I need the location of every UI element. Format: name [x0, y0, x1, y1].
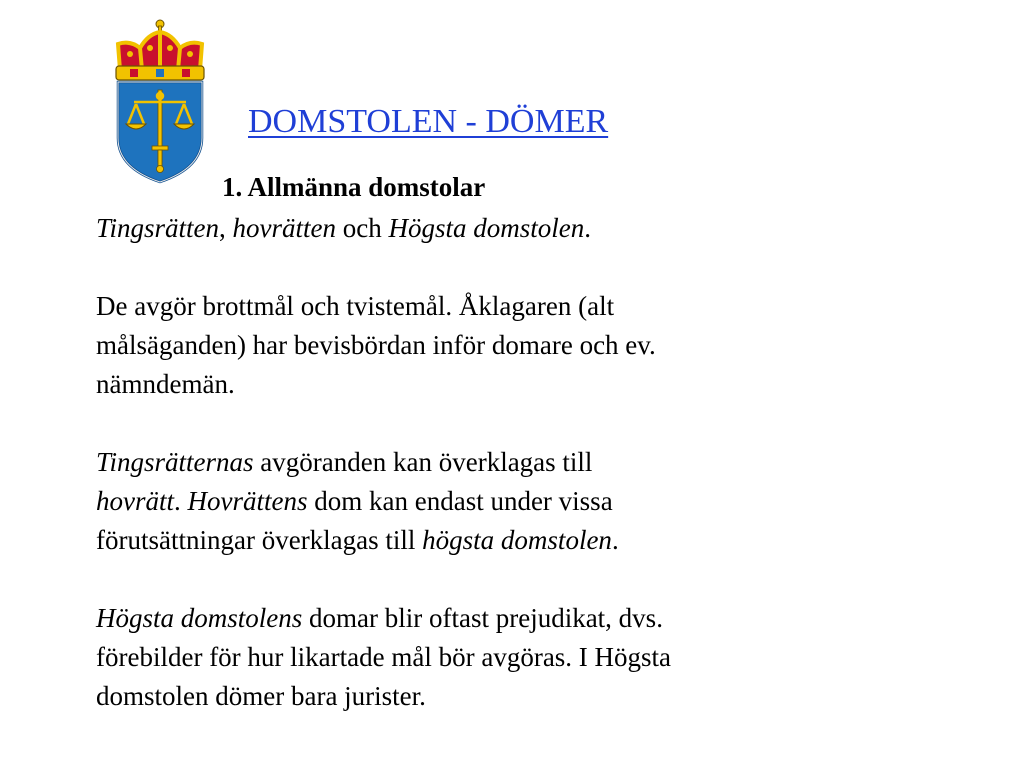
- body-text: [96, 209, 856, 716]
- paragraph-burden-of-proof: De avgör brottmål och tvistemål. Åklagaren (alt målsäganden) har bevisbördan inför domare och ev. nämndemän.: [96, 291, 656, 399]
- courts-line: Tingsrätten, hovrätten och Högsta domstolen.: [96, 213, 591, 243]
- court-hogsta-domstolen: Högsta domstolen: [388, 213, 585, 243]
- paragraph-precedents: Högsta domstolens domar blir oftast prejudikat, dvs. förebilder för hur likartade mål bör avgöras. I Högsta domstolen dömer bara jurister.: [96, 603, 672, 711]
- page-title[interactable]: DOMSTOLEN - DÖMER: [248, 103, 609, 140]
- paragraph-appeals: Tingsrätternas avgöranden kan överklagas till hovrätt. Hovrättens dom kan endast under vissa förutsättningar överklagas till högsta domstolen.: [96, 447, 619, 555]
- section-heading: 1. Allmänna domstolar: [222, 172, 486, 202]
- court-hovratten: hovrätten: [232, 213, 337, 243]
- court-tingsratten: Tingsrätten: [96, 213, 220, 243]
- crown-icon: [116, 20, 204, 80]
- swedish-courts-emblem-icon: [108, 18, 212, 186]
